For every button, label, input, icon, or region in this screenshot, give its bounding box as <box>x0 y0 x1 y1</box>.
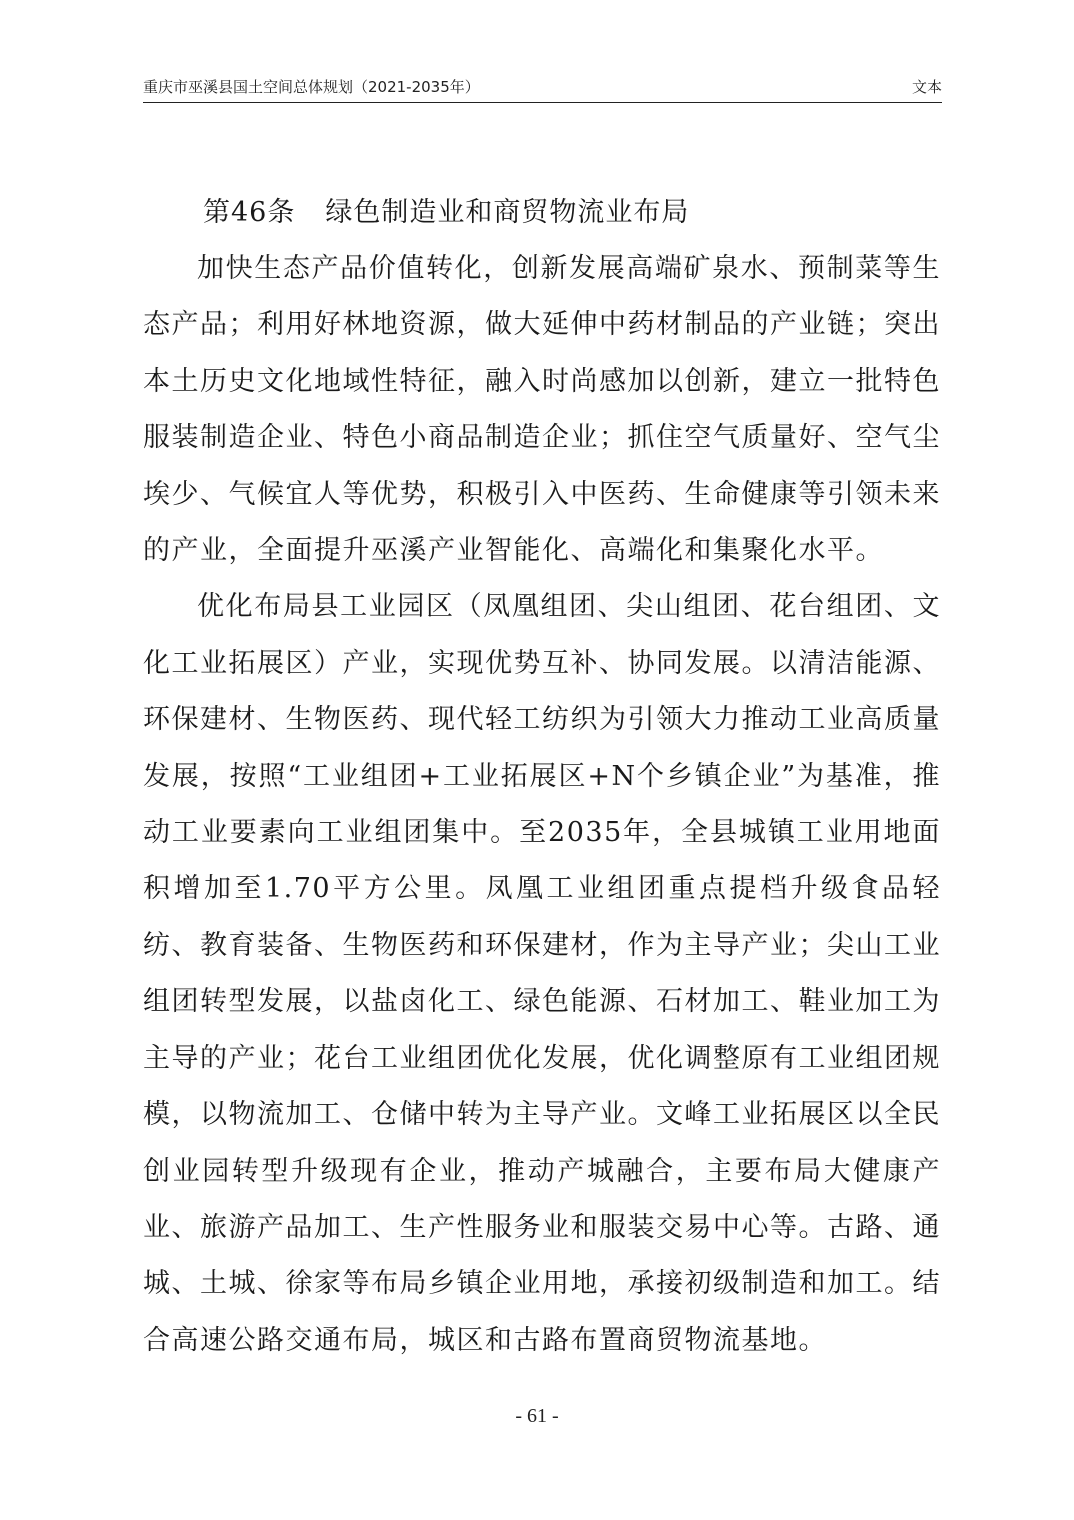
article-heading <box>143 185 941 241</box>
page-number: - 61 - <box>515 1405 559 1427</box>
section-label: 文本 <box>911 78 942 96</box>
article-title: 绿色制造业和商贸物流业布局 <box>325 197 690 228</box>
document-title: 重庆市巫溪县国土空间总体规划（2021-2035年） <box>143 78 480 96</box>
body-paragraph-1: 加快生态产品价值转化，创新发展高端矿泉水、预制菜等生态产品；利用好林地资源，做大延伸中药材制品的产业链；突出本土历史文化地域性特征，融入时尚感加以创新，建立一批特色服装制造企业、特色小商品制造企业；抓住空气质量好、空气尘埃少、气候宜人等优势，积极引入中医药、生命健康等引领未来的产业，全面提升巫溪产业智能化、高端化和集聚化水平。 <box>143 253 941 567</box>
running-header <box>143 76 942 103</box>
page-body <box>143 185 941 1369</box>
body-paragraph-2: 优化布局县工业园区（凤凰组团、尖山组团、花台组团、文化工业拓展区）产业，实现优势互补、协同发展。以清洁能源、环保建材、生物医药、现代轻工纺织为引领大力推动工业高质量发展，按照“工业组团+工业拓展区+N个乡镇企业”为基准，推动工业要素向工业组团集中。至2035年，全县城镇工业用地面积增加至1.70平方公里。凤凰工业组团重点提档升级食品轻纺、教育装备、生物医药和环保建材，作为主导产业；尖山工业组团转型发展，以盐卤化工、绿色能源、石材加工、鞋业加工为主导的产业；花台工业组团优化发展，优化调整原有工业组团规模，以物流加工、仓储中转为主导产业。文峰工业拓展区以全民创业园转型升级现有企业，推动产城融合，主要布局大健康产业、旅游产品加工、生产性服务业和服装交易中心等。古路、通城、土城、徐家等布局乡镇企业用地，承接初级制造和加工。结合高速公路交通布局，城区和古路布置商贸物流基地。 <box>143 591 941 1356</box>
article-number: 第46条 <box>203 197 296 228</box>
